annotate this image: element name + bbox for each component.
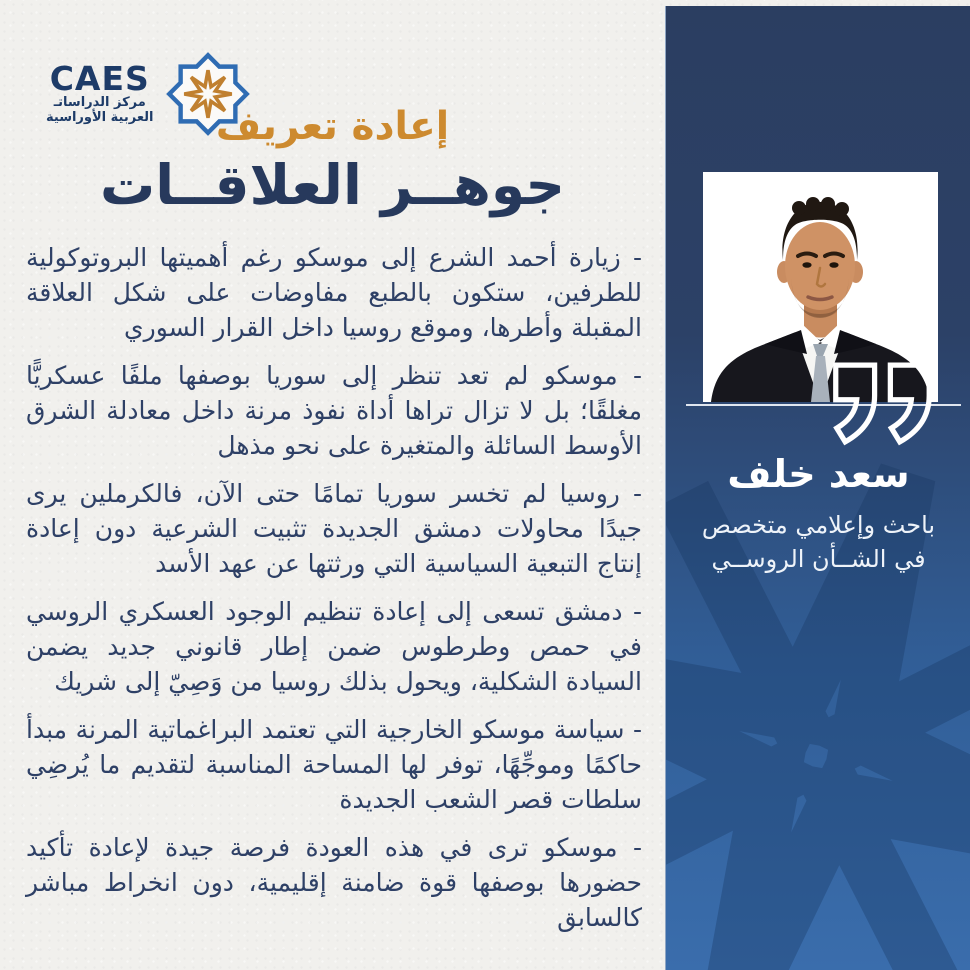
expert-role-line2: في الشــأن الروســي xyxy=(711,545,926,573)
point-5: - سياسة موسكو الخارجية التي تعتمد البراغماتية المرنة مبدأ حاكمًا وموجِّهًا، توفر لها المساحة المناسبة لتقديم ما يُرضِي سلطات قصر الشعب الجديدة xyxy=(26,715,642,814)
quotation-marks-icon xyxy=(824,362,942,446)
headline-kicker: إعادة تعريف xyxy=(215,104,450,149)
point-6: - موسكو ترى في هذه العودة فرصة جيدة لإعادة تأكيد حضورها بوصفها قوة ضامنة إقليمية، دون انخراط مباشر كالسابق xyxy=(26,833,642,932)
caes-acronym: CAES xyxy=(49,59,150,98)
caes-name-line1: مركز الدراساتـ xyxy=(53,95,146,110)
point-1: - زيارة أحمد الشرع إلى موسكو رغم أهميتها البروتوكولية للطرفين، ستكون بالطبع مفاوضات على شكل العلاقة المقبلة وأطرها، وموقع روسيا داخل القرار السوري xyxy=(26,243,642,342)
headline xyxy=(0,104,665,216)
caes-name-line2: العربية الأوراسية xyxy=(46,110,154,125)
expert-role-line1: باحث وإعلامي متخصص xyxy=(701,511,936,539)
expert-role xyxy=(666,508,970,576)
point-2: - موسكو لم تعد تنظر إلى سوريا بوصفها ملفًا عسكريًّا مغلقًا؛ بل لا تزال تراها أداة نفوذ مرنة داخل معادلة الشرق الأوسط السائلة والمتغيرة على نحو مذهل xyxy=(26,361,642,460)
point-3: - روسيا لم تخسر سوريا تمامًا حتى الآن، فالكرملين يرى جيدًا محاولات دمشق الجديدة تثبيت الشرعية دون إعادة إنتاج التبعية السياسية التي ورثتها عن عهد الأسد xyxy=(26,479,642,578)
expert-name: سعد خلف xyxy=(727,452,910,496)
expert-sidebar xyxy=(665,6,970,970)
point-4: - دمشق تسعى إلى إعادة تنظيم الوجود العسكري الروسي في حمص وطرطوس ضمن إطار قانوني جديد يضمن السيادة الشكلية، ويحول بذلك روسيا من وَصِيّ إلى شريك xyxy=(26,597,642,696)
headline-title: جوهــر العلاقــات xyxy=(99,153,566,217)
article-points xyxy=(26,240,642,948)
